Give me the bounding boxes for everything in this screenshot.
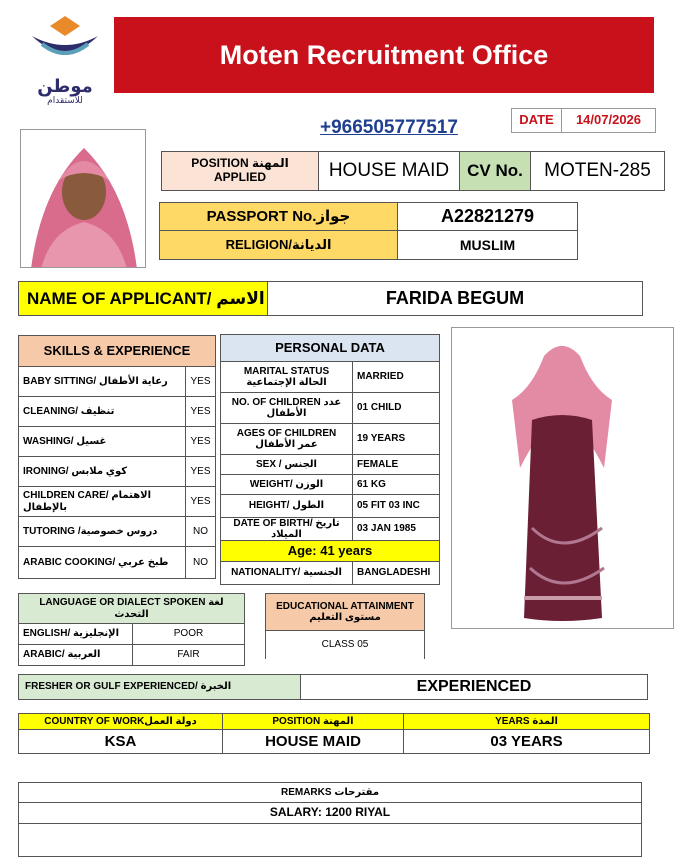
- skill-value: YES: [185, 486, 216, 517]
- applicant-photo-full: [451, 327, 674, 629]
- skill-value: YES: [185, 366, 216, 397]
- skill-label: WASHING/ غسيل: [18, 426, 186, 457]
- skill-value: NO: [185, 516, 216, 547]
- skill-label: CHILDREN CARE/ الاهتمام بالإطفال: [18, 486, 186, 517]
- language-label: ARABIC/ العربية: [18, 644, 133, 666]
- religion-label: RELIGION/الديانة: [159, 230, 398, 260]
- date-value: 14/07/2026: [561, 108, 656, 133]
- skill-value: NO: [185, 546, 216, 579]
- skills-title: SKILLS & EXPERIENCE: [18, 335, 216, 367]
- company-logo: [28, 14, 102, 104]
- skill-value: YES: [185, 396, 216, 427]
- age-value: Age: 41 years: [220, 540, 440, 562]
- personal-label: HEIGHT/ الطول: [220, 494, 353, 518]
- personal-value: 19 YEARS: [352, 423, 440, 455]
- skill-label: CLEANING/ تنظيف: [18, 396, 186, 427]
- personal-value: 03 JAN 1985: [352, 517, 440, 541]
- personal-label: WEIGHT/ الوزن: [220, 474, 353, 495]
- salary-value: SALARY: 1200 RIYAL: [18, 802, 642, 824]
- skill-value: YES: [185, 426, 216, 457]
- work-years: 03 YEARS: [403, 729, 650, 754]
- phone-link[interactable]: +966505777517: [320, 117, 458, 138]
- experience-value: EXPERIENCED: [300, 674, 648, 700]
- work-country: KSA: [18, 729, 223, 754]
- work-header-years: YEARS المدة: [403, 713, 650, 730]
- personal-value: MARRIED: [352, 361, 440, 393]
- work-position: HOUSE MAID: [222, 729, 404, 754]
- logo-subtext: للاستقدام: [47, 95, 83, 105]
- personal-value: 61 KG: [352, 474, 440, 495]
- remarks-blank: [18, 823, 642, 857]
- personal-title: PERSONAL DATA: [220, 334, 440, 362]
- work-header-country: COUNTRY OF WORKدولة العمل: [18, 713, 223, 730]
- nationality-label: NATIONALITY/ الجنسية: [220, 561, 353, 585]
- personal-label: SEX / الجنس: [220, 454, 353, 475]
- personal-value: 05 FIT 03 INC: [352, 494, 440, 518]
- personal-label: DATE OF BIRTH/ تاريخ الميلاد: [220, 517, 353, 541]
- personal-label: AGES OF CHILDREN عمر الأطفال: [220, 423, 353, 455]
- personal-label: NO. OF CHILDREN عدد الأطفال: [220, 392, 353, 424]
- skill-label: ARABIC COOKING/ طبخ عربي: [18, 546, 186, 579]
- language-value: FAIR: [132, 644, 245, 666]
- personal-value: 01 CHILD: [352, 392, 440, 424]
- nationality-value: BANGLADESHI: [352, 561, 440, 585]
- work-header-position: POSITION المهنة: [222, 713, 404, 730]
- personal-value: FEMALE: [352, 454, 440, 475]
- education-value: CLASS 05: [265, 630, 425, 659]
- experience-label: FRESHER OR GULF EXPERIENCED/ الخبرة: [18, 674, 301, 700]
- cv-value: MOTEN-285: [530, 151, 665, 191]
- skill-label: IRONING/ كوي ملابس: [18, 456, 186, 487]
- position-label: POSITION المهنة APPLIED: [161, 151, 319, 191]
- applicant-name-value: FARIDA BEGUM: [267, 281, 643, 316]
- applicant-name-label: NAME OF APPLICANT/ الاسم: [18, 281, 268, 316]
- position-value: HOUSE MAID: [318, 151, 460, 191]
- logo-text: موطن: [37, 76, 93, 96]
- skill-value: YES: [185, 456, 216, 487]
- language-value: POOR: [132, 623, 245, 645]
- personal-label: MARITAL STATUS الحالة الإجتماعية: [220, 361, 353, 393]
- education-title: EDUCATIONAL ATTAINMENT مستوى التعليم: [265, 593, 425, 631]
- date-label: DATE: [511, 108, 562, 133]
- applicant-photo-small: [20, 129, 146, 268]
- skill-label: TUTORING /دروس خصوصية: [18, 516, 186, 547]
- header-title: Moten Recruitment Office: [114, 17, 654, 93]
- religion-value: MUSLIM: [397, 230, 578, 260]
- passport-label: PASSPORT No.جواز: [159, 202, 398, 231]
- cv-label: CV No.: [459, 151, 531, 191]
- language-label: ENGLISH/ الإنجليزية: [18, 623, 133, 645]
- skill-label: BABY SITTING/ رعاية الأطفال: [18, 366, 186, 397]
- passport-value: A22821279: [397, 202, 578, 231]
- language-title: LANGUAGE OR DIALECT SPOKEN لغة التحدث: [18, 593, 245, 624]
- remarks-title: REMARKS مقترحات: [18, 782, 642, 803]
